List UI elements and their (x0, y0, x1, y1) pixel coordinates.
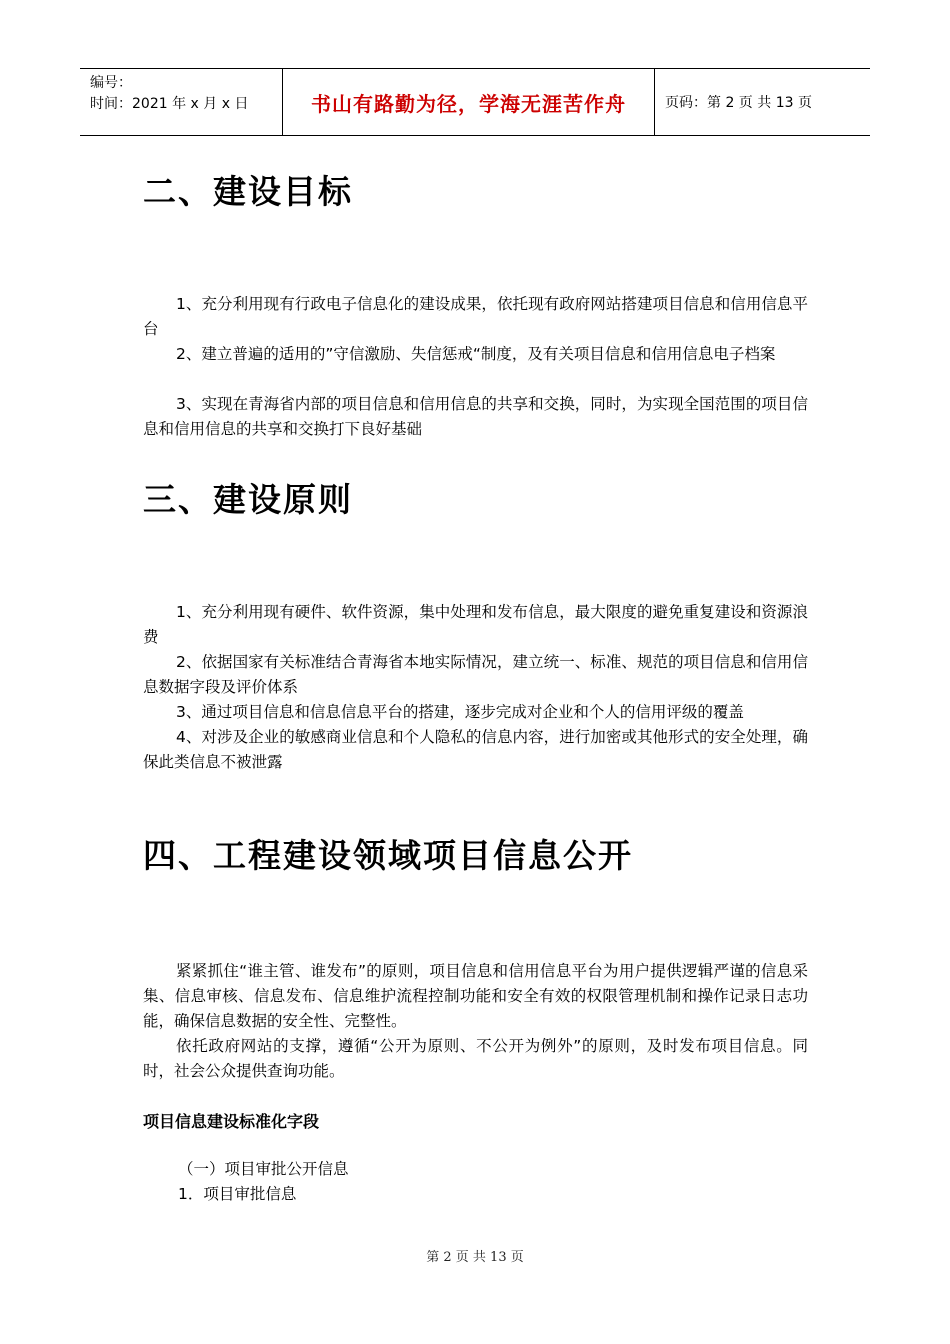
paragraph: 紧紧抓住“谁主管、谁发布”的原则，项目信息和信用信息平台为用户提供逻辑严谨的信息采集、信息审核、信息发布、信息维护流程控制功能和安全有效的权限管理机制和操作记录日志功能，确保信息数据的安全性、完整性。 (143, 962, 808, 1030)
paragraph: 2、依据国家有关标准结合青海省本地实际情况，建立统一、标准、规范的项目信息和信用信息数据字段及评价体系 (143, 653, 808, 696)
subheading: 项目信息建设标准化字段 (143, 1112, 320, 1131)
list-item: （一）项目审批公开信息 (178, 1160, 349, 1178)
paragraph: 3、实现在青海省内部的项目信息和信用信息的共享和交换，同时，为实现全国范围的项目信息和信用信息的共享和交换打下良好基础 (143, 395, 808, 438)
section-title-2: 二、建设目标 (143, 172, 353, 211)
page-footer: 第 2 页 共 13 页 (426, 1250, 524, 1265)
header-meta (80, 69, 282, 135)
paragraph: 3、通过项目信息和信息信息平台的搭建，逐步完成对企业和个人的信用评级的覆盖 (176, 703, 744, 721)
paragraph: 1、充分利用现有行政电子信息化的建设成果，依托现有政府网站搭建项目信息和信用信息平台 (143, 295, 808, 338)
header-motto: 书山有路勤为径，学海无涯苦作舟 (282, 69, 655, 135)
section-title-4: 四、工程建设领域项目信息公开 (143, 836, 633, 875)
section-title-3: 三、建设原则 (143, 480, 353, 519)
list-item: 1．项目审批信息 (178, 1185, 297, 1203)
time-label: 时间：2021 年 x 月 x 日 (90, 96, 249, 112)
header-page-info: 页码：第 2 页 共 13 页 (665, 95, 812, 111)
paragraph: 依托政府网站的支撑，遵循“公开为原则、不公开为例外”的原则，及时发布项目信息。同时，社会公众提供查询功能。 (143, 1037, 808, 1080)
number-label: 编号： (90, 75, 132, 91)
paragraph: 2、建立普遍的适用的”守信激励、失信惩戒“制度，及有关项目信息和信用信息电子档案 (176, 345, 776, 363)
paragraph: 4、对涉及企业的敏感商业信息和个人隐私的信息内容，进行加密或其他形式的安全处理，确保此类信息不被泄露 (143, 728, 808, 771)
page-header (80, 68, 870, 136)
paragraph: 1、充分利用现有硬件、软件资源，集中处理和发布信息，最大限度的避免重复建设和资源浪费 (143, 603, 808, 646)
